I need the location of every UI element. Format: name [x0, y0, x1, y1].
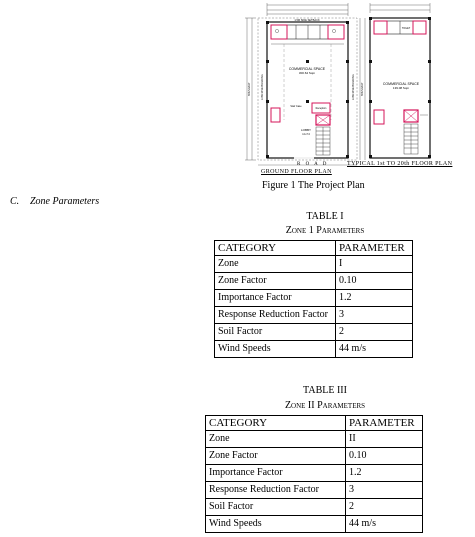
table1-cell-category: Importance Factor — [215, 290, 336, 307]
plan-left-boundary-left: BOUNDARY — [248, 82, 251, 96]
table1-cell-parameter: I — [336, 256, 413, 273]
table2-cell-category: Importance Factor — [206, 465, 346, 482]
table-row — [206, 499, 423, 516]
table-row — [215, 290, 413, 307]
plan-left-setback-top: 1.5M SIDE SETBACK — [294, 19, 320, 22]
table-row — [206, 431, 423, 448]
plan-right-toilet-label: TOILET — [401, 27, 411, 30]
table1-title: Zone 1 Parameters — [285, 225, 365, 236]
table1-cell-parameter: 1.2 — [336, 290, 413, 307]
table2 — [205, 415, 423, 533]
table1-cell-category: Response Reduction Factor — [215, 307, 336, 324]
table1 — [214, 240, 413, 358]
table-row — [206, 482, 423, 499]
table2-cell-category: Zone Factor — [206, 448, 346, 465]
table2-cell-parameter: II — [346, 431, 423, 448]
plan-left-commercial-area: 300.64 Sqm — [298, 71, 316, 75]
table-row — [206, 465, 423, 482]
table1-header-parameter: PARAMETER — [336, 241, 413, 256]
plan-left-stair-label: Stair Case — [290, 105, 302, 108]
table1-cell-parameter: 44 m/s — [336, 341, 413, 358]
table2-cell-parameter: 3 — [346, 482, 423, 499]
table2-header-parameter: PARAMETER — [346, 416, 423, 431]
table1-cell-parameter: 0.10 — [336, 273, 413, 290]
table1-cell-category: Zone Factor — [215, 273, 336, 290]
table1-cell-category: Soil Factor — [215, 324, 336, 341]
table2-number: TABLE III — [303, 385, 347, 396]
figure-caption: Figure 1 The Project Plan — [262, 180, 365, 191]
table1-header-category: CATEGORY — [215, 241, 336, 256]
table1-cell-parameter: 2 — [336, 324, 413, 341]
table2-header-category: CATEGORY — [206, 416, 346, 431]
plan-left-road-label: R O A D — [297, 162, 329, 167]
plan-left-lobby-label: LOBBY — [300, 128, 312, 132]
project-plan-figure — [244, 0, 475, 178]
table1-cell-category: Wind Speeds — [215, 341, 336, 358]
table1-header-row — [215, 241, 413, 256]
ground-floor-plan — [245, 3, 365, 165]
table2-cell-parameter: 44 m/s — [346, 516, 423, 533]
typical-floor-plan — [369, 3, 431, 158]
plan-right-commercial-label: COMMERCIAL SPACE — [382, 82, 420, 86]
plan-left-commercial-label: COMMERCIAL SPACE — [288, 67, 326, 71]
plan-left-side-text-right: LOW RISE BUILDING — [352, 74, 355, 100]
table1-cell-category: Zone — [215, 256, 336, 273]
plan-left-reception-label: Reception — [315, 107, 327, 110]
table2-cell-parameter: 2 — [346, 499, 423, 516]
plan-right-commercial-area: 139.08 Sqm — [392, 86, 410, 90]
table2-cell-category: Wind Speeds — [206, 516, 346, 533]
plan-left-lobby-area: 4.1x7.0 — [302, 133, 310, 136]
table2-header-row — [206, 416, 423, 431]
table-row — [206, 448, 423, 465]
section-number: C. — [10, 196, 20, 207]
table-row — [215, 307, 413, 324]
section-heading — [10, 196, 99, 207]
table2-cell-category: Soil Factor — [206, 499, 346, 516]
section-title: Zone Parameters — [30, 196, 100, 207]
table1-cell-parameter: 3 — [336, 307, 413, 324]
plan-right-title: TYPICAL 1st TO 20th FLOOR PLAN — [347, 161, 453, 167]
table2-cell-category: Response Reduction Factor — [206, 482, 346, 499]
table-row — [206, 516, 423, 533]
table2-cell-parameter: 1.2 — [346, 465, 423, 482]
table-row — [215, 341, 413, 358]
plan-left-boundary-right: BOUNDARY — [361, 82, 364, 96]
table2-cell-category: Zone — [206, 431, 346, 448]
plan-left-title: GROUND FLOOR PLAN — [261, 169, 332, 175]
table2-title: Zone II Parameters — [284, 400, 366, 411]
plan-left-side-text-left: LOW RISE BUILDING — [261, 74, 264, 100]
table-row — [215, 256, 413, 273]
table2-cell-parameter: 0.10 — [346, 448, 423, 465]
table1-number: TABLE I — [306, 211, 344, 222]
table-row — [215, 324, 413, 341]
table-row — [215, 273, 413, 290]
